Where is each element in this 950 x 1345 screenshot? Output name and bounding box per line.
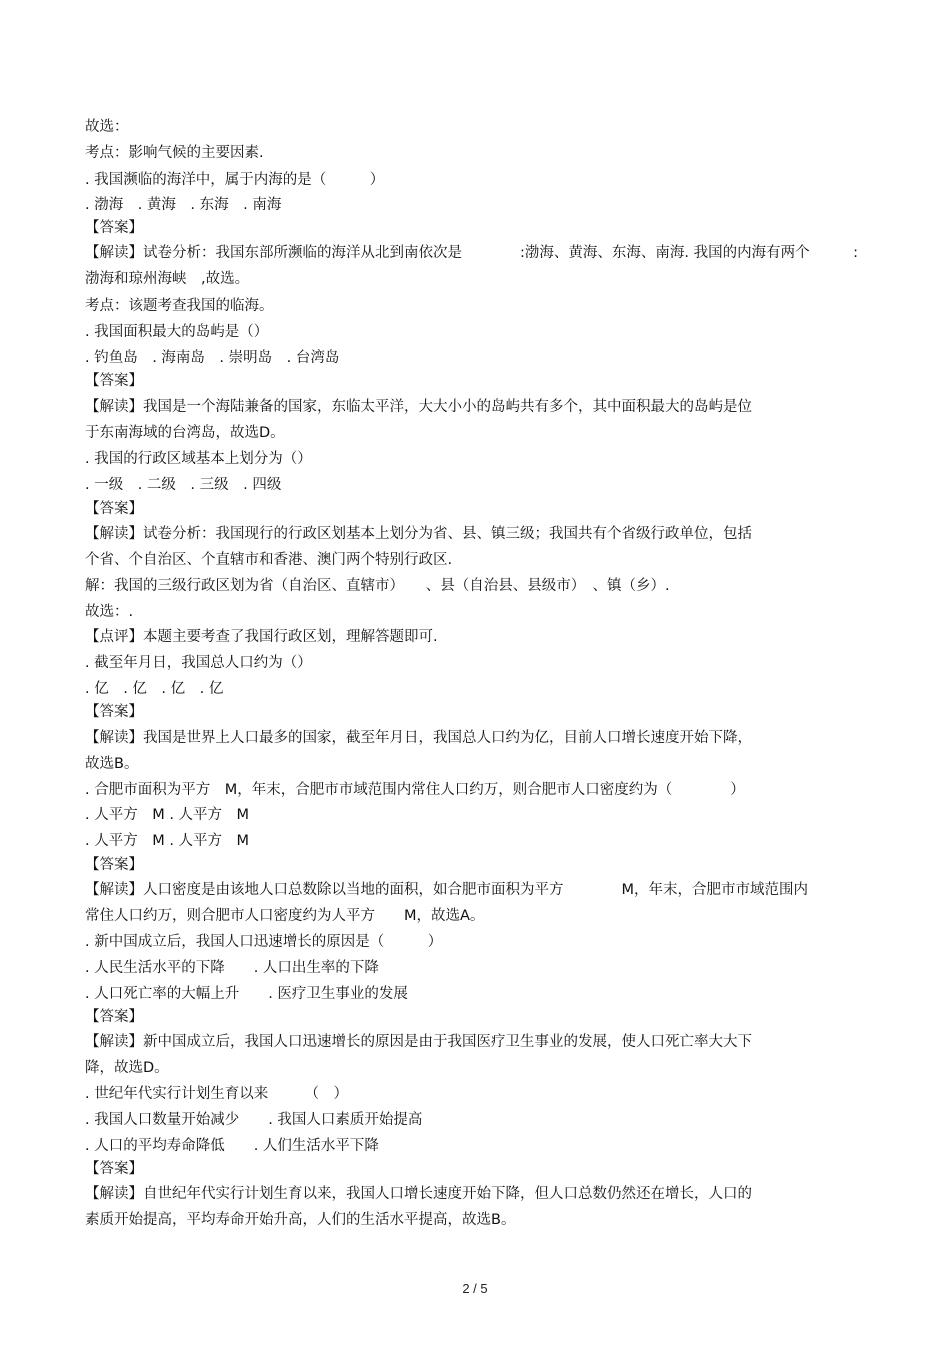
text-line: 考点：该题考查我国的临海。 xyxy=(85,298,274,314)
answer-label: 【答案】 xyxy=(85,1161,143,1177)
text-line: 故选： xyxy=(85,119,129,135)
explanation-line: 渤海和琼州海峡 ,故选。 xyxy=(85,271,250,287)
explanation-line: 【解读】人口密度是由该地人口总数除以当地的面积，如合肥市面积为平方 M，年末，合肥市市域范围内 xyxy=(85,882,809,898)
answer-label: 【答案】 xyxy=(85,857,143,873)
explanation-line: 解：我国的三级行政区划为省（自治区、直辖市） 、县（自治县、县级市） 、镇（乡）. xyxy=(85,578,670,594)
options-line: . 钓鱼岛 . 海南岛 . 崇明岛 . 台湾岛 xyxy=(85,350,340,366)
explanation-line: 【解读】自世纪年代实行计划生育以来，我国人口增长速度开始下降，但人口总数仍然还在增长，人口的 xyxy=(85,1186,752,1202)
text-line: 考点：影响气候的主要因素. xyxy=(85,145,264,161)
options-line: . 人民生活水平的下降 . 人口出生率的下降 xyxy=(85,960,379,976)
page-number: 2 / 5 xyxy=(462,1281,488,1296)
answer-label: 【答案】 xyxy=(85,704,143,720)
question-line: . 我国面积最大的岛屿是（） xyxy=(85,324,269,340)
explanation-line: 【解读】试卷分析：我国现行的行政区划基本上划分为省、县、镇三级；我国共有个省级行政单位，包括 xyxy=(85,526,752,542)
options-line: . 我国人口数量开始减少 . 我国人口素质开始提高 xyxy=(85,1112,423,1128)
explanation-line: 常住人口约万，则合肥市人口密度约为人平方 M，故选A。 xyxy=(85,908,485,924)
explanation-line: 【解读】试卷分析：我国东部所濒临的海洋从北到南依次是 :渤海、黄海、东海、南海. 我国的内海有两个 : xyxy=(85,245,858,261)
answer-label: 【答案】 xyxy=(85,1009,143,1025)
comment-line: 【点评】本题主要考查了我国行政区划，理解答题即可. xyxy=(85,629,438,645)
question-line: . 新中国成立后，我国人口迅速增长的原因是（ ） xyxy=(85,934,443,950)
question-line: . 合肥市面积为平方 M，年末，合肥市市域范围内常住人口约万，则合肥市人口密度约为（ ） xyxy=(85,782,745,798)
explanation-line: 【解读】我国是一个海陆兼备的国家，东临太平洋，大大小小的岛屿共有多个，其中面积最大的岛屿是位 xyxy=(85,399,752,415)
explanation-line: 个省、个自治区、个直辖市和香港、澳门两个特别行政区. xyxy=(85,552,453,568)
options-line: . 亿 . 亿 . 亿 . 亿 xyxy=(85,681,224,697)
question-line: . 我国的行政区域基本上划分为（） xyxy=(85,451,312,467)
explanation-line: 【解读】我国是世界上人口最多的国家，截至年月日，我国总人口约为亿，目前人口增长速度开始下降， xyxy=(85,730,752,746)
options-line: . 人口的平均寿命降低 . 人们生活水平下降 xyxy=(85,1138,379,1154)
options-line: . 人口死亡率的大幅上升 . 医疗卫生事业的发展 xyxy=(85,986,408,1002)
text-line: 故选：. xyxy=(85,604,134,620)
options-line: . 人平方 M . 人平方 M xyxy=(85,833,250,849)
answer-label: 【答案】 xyxy=(85,220,143,236)
explanation-line: 素质开始提高，平均寿命开始升高，人们的生活水平提高，故选B。 xyxy=(85,1212,516,1228)
question-line: . 我国濒临的海洋中，属于内海的是（ ） xyxy=(85,172,385,188)
options-line: . 一级 . 二级 . 三级 . 四级 xyxy=(85,477,282,493)
options-line: . 渤海 . 黄海 . 东海 . 南海 xyxy=(85,197,282,213)
answer-label: 【答案】 xyxy=(85,501,143,517)
options-line: . 人平方 M . 人平方 M xyxy=(85,807,250,823)
explanation-line: 降，故选D。 xyxy=(85,1060,169,1076)
question-line: . 截至年月日，我国总人口约为（） xyxy=(85,655,312,671)
explanation-line: 【解读】新中国成立后，我国人口迅速增长的原因是由于我国医疗卫生事业的发展，使人口死亡率大大下 xyxy=(85,1034,752,1050)
answer-label: 【答案】 xyxy=(85,373,143,389)
explanation-line: 于东南海域的台湾岛，故选D。 xyxy=(85,425,285,441)
question-line: . 世纪年代实行计划生育以来 （ ） xyxy=(85,1086,348,1102)
explanation-line: 故选B。 xyxy=(85,756,139,772)
